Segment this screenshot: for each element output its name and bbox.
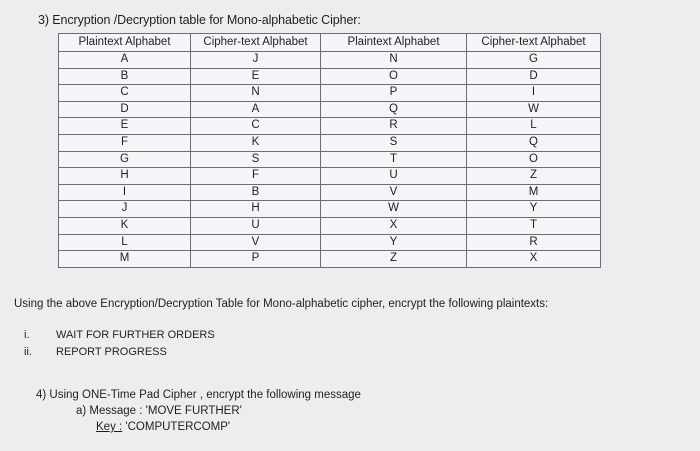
- table-cell: P: [321, 85, 467, 102]
- table-cell: A: [191, 101, 321, 118]
- table-cell: N: [321, 52, 467, 69]
- instruction-text: Using the above Encryption/Decryption Table for Mono-alphabetic cipher, encrypt the following plaintexts:: [14, 298, 549, 310]
- table-cell: G: [467, 52, 601, 69]
- table-row: [59, 85, 601, 102]
- table-row: [59, 118, 601, 135]
- table-cell: H: [191, 201, 321, 218]
- column-header: Plaintext Alphabet: [59, 34, 191, 52]
- table-row: [59, 217, 601, 234]
- table-cell: W: [321, 201, 467, 218]
- table-cell: Z: [321, 251, 467, 268]
- question-4-heading: 4) Using ONE-Time Pad Cipher , encrypt the following message: [36, 389, 361, 401]
- mono-alphabetic-cipher-table: [58, 33, 601, 268]
- table-cell: E: [59, 118, 191, 135]
- table-cell: L: [467, 118, 601, 135]
- plaintext-list: [24, 327, 215, 361]
- table-cell: B: [191, 184, 321, 201]
- question-4: [36, 387, 361, 435]
- key-label: Key :: [96, 421, 123, 433]
- table-cell: J: [59, 201, 191, 218]
- list-item: [24, 344, 215, 361]
- plaintext: REPORT PROGRESS: [56, 346, 167, 358]
- table-cell: F: [59, 134, 191, 151]
- table-cell: C: [191, 118, 321, 135]
- table-cell: N: [191, 85, 321, 102]
- table-cell: K: [191, 134, 321, 151]
- table-cell: Y: [321, 234, 467, 251]
- table-cell: W: [467, 101, 601, 118]
- table-cell: S: [191, 151, 321, 168]
- table-cell: Y: [467, 201, 601, 218]
- table-row: [59, 68, 601, 85]
- table-row: [59, 101, 601, 118]
- table-row: [59, 201, 601, 218]
- question-3-heading: 3) Encryption /Decryption table for Mono-alphabetic Cipher:: [38, 13, 361, 27]
- table-cell: X: [321, 217, 467, 234]
- table-cell: U: [321, 168, 467, 185]
- table-row: [59, 234, 601, 251]
- column-header: Cipher-text Alphabet: [191, 34, 321, 52]
- table-cell: R: [321, 118, 467, 135]
- table-cell: E: [191, 68, 321, 85]
- column-header: Plaintext Alphabet: [321, 34, 467, 52]
- table-row: [59, 151, 601, 168]
- table-cell: R: [467, 234, 601, 251]
- table-cell: F: [191, 168, 321, 185]
- table-cell: M: [467, 184, 601, 201]
- table-cell: D: [467, 68, 601, 85]
- table-cell: Q: [321, 101, 467, 118]
- table-row: [59, 251, 601, 268]
- list-numeral: i.: [24, 329, 30, 341]
- column-header: Cipher-text Alphabet: [467, 34, 601, 52]
- table-cell: L: [59, 234, 191, 251]
- table-cell: I: [467, 85, 601, 102]
- table-cell: H: [59, 168, 191, 185]
- key-value: 'COMPUTERCOMP': [122, 421, 231, 433]
- table-cell: V: [321, 184, 467, 201]
- table-cell: K: [59, 217, 191, 234]
- plaintext: WAIT FOR FURTHER ORDERS: [56, 329, 215, 341]
- table-cell: D: [59, 101, 191, 118]
- table-cell: A: [59, 52, 191, 69]
- table-cell: S: [321, 134, 467, 151]
- key-line: [96, 419, 361, 435]
- table-row: [59, 134, 601, 151]
- table-cell: J: [191, 52, 321, 69]
- message-line: a) Message : 'MOVE FURTHER': [76, 405, 242, 417]
- table-cell: O: [321, 68, 467, 85]
- table-cell: U: [191, 217, 321, 234]
- table-row: [59, 52, 601, 69]
- list-item: [24, 327, 215, 344]
- table-cell: I: [59, 184, 191, 201]
- table-cell: M: [59, 251, 191, 268]
- table-cell: T: [321, 151, 467, 168]
- table-cell: C: [59, 85, 191, 102]
- table-cell: G: [59, 151, 191, 168]
- table-cell: B: [59, 68, 191, 85]
- table-row: [59, 168, 601, 185]
- table-cell: Q: [467, 134, 601, 151]
- table-cell: Z: [467, 168, 601, 185]
- table-cell: V: [191, 234, 321, 251]
- table-row: [59, 184, 601, 201]
- list-numeral: ii.: [24, 346, 32, 358]
- table-cell: X: [467, 251, 601, 268]
- table-header-row: [59, 34, 601, 52]
- table-cell: O: [467, 151, 601, 168]
- table-cell: P: [191, 251, 321, 268]
- table-cell: T: [467, 217, 601, 234]
